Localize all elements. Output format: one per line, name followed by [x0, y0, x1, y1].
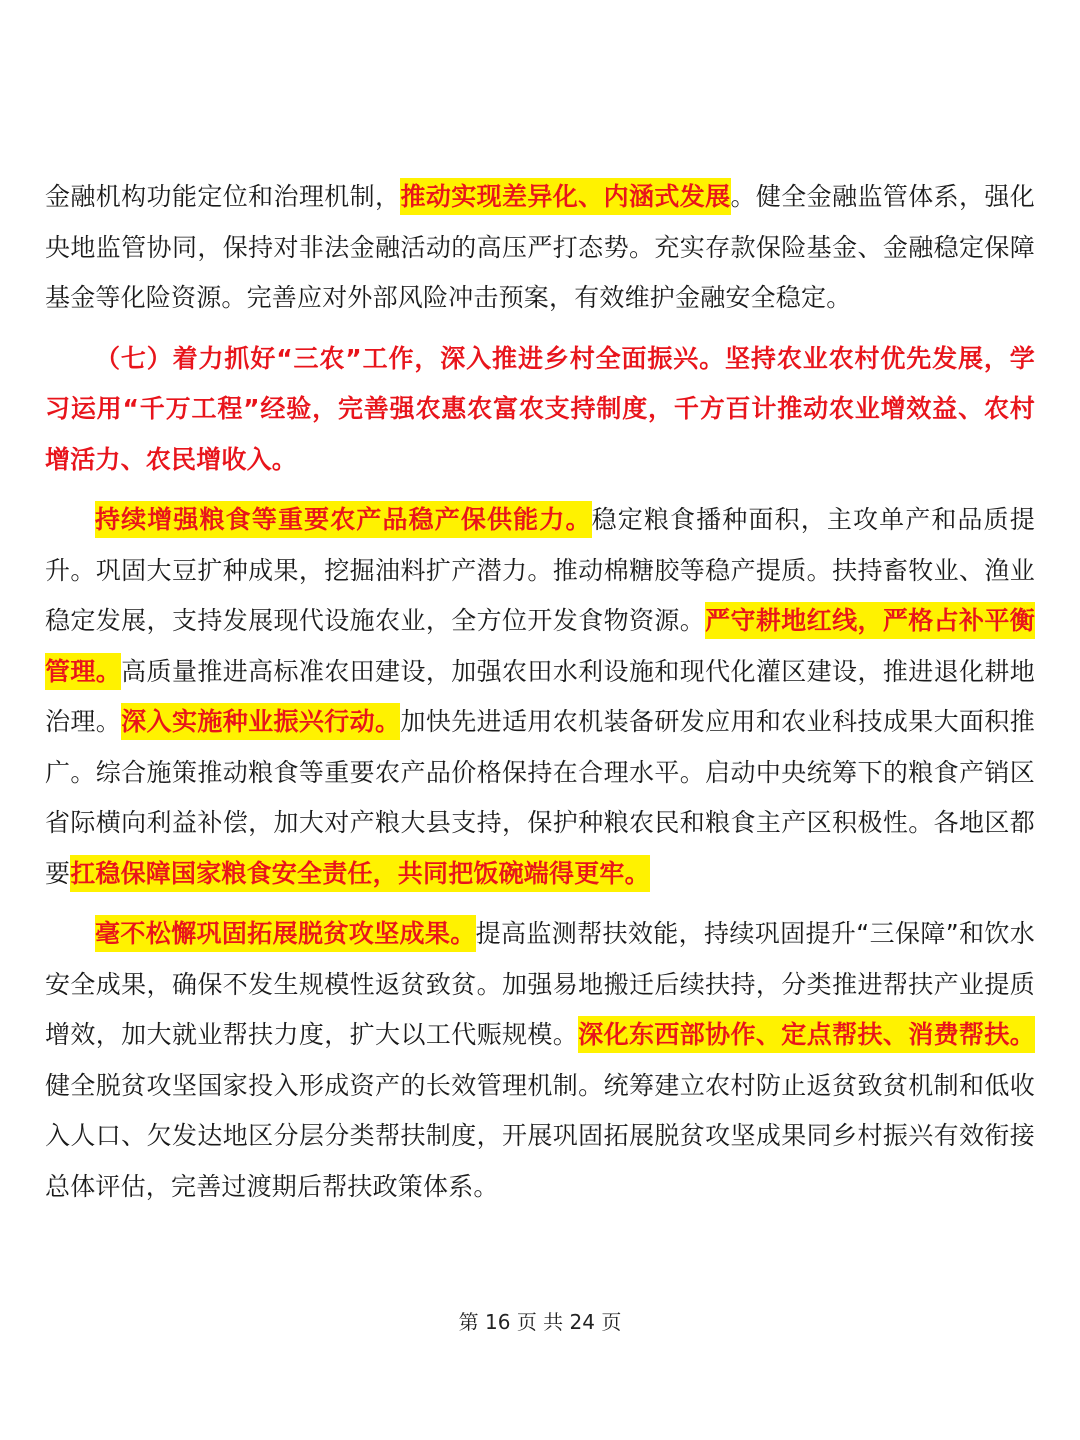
- heading-text: （七）着力抓好“三农”工作，深入推进乡村全面振兴。坚持农业农村优先发展，学习运用“千万工程”经验，完善强农惠农富农支持制度，千方百计推动农业增效益、农村增活力、农民增收入。: [45, 343, 1035, 474]
- paragraph-finance: [45, 172, 1035, 324]
- highlighted-phrase: 深入实施种业振兴行动。: [121, 703, 400, 740]
- text-segment: 金融机构功能定位和治理机制，: [45, 182, 401, 211]
- text-segment: 提高监测帮扶效能，持续巩固提升“三保障”和饮水安全成果，确保不发生规模性返贫致贫。加强易地搬迁后续扶持，分类推进帮扶产业提质增效，加大就业帮扶力度，扩大以工代赈规模。: [45, 919, 1035, 1049]
- page-number-footer: 第 16 页 共 24 页: [458, 1310, 622, 1334]
- text-segment: 健全脱贫攻坚国家投入形成资产的长效管理机制。统筹建立农村防止返贫致贫机制和低收入人口、欠发达地区分层分类帮扶制度，开展巩固拓展脱贫攻坚成果同乡村振兴有效衔接总体评估，完善过渡期后帮扶政策体系。: [45, 1070, 1035, 1201]
- highlighted-phrase: 扛稳保障国家粮食安全责任，共同把饭碗端得更牢。: [70, 855, 650, 892]
- document-page: [45, 172, 1035, 1212]
- highlighted-phrase: 毫不松懈巩固拓展脱贫攻坚成果。: [95, 915, 476, 952]
- paragraph-grain-security: [45, 495, 1035, 899]
- text-segment: 。健全金融监管体系，强化央地监管协同，保持对非法金融活动的高压严打态势。充实存款保险基金、金融稳定保障基金等化险资源。完善应对外部风险冲击预案，有效维护金融安全稳定。: [45, 182, 1035, 312]
- highlighted-phrase: 深化东西部协作、定点帮扶、消费帮扶。: [578, 1016, 1035, 1053]
- text-segment: 加快先进适用农机装备研发应用和农业科技成果大面积推广。综合施策推动粮食等重要农产品价格保持在合理水平。启动中央统筹下的粮食产销区省际横向利益补偿，加大对产粮大县支持，保护种粮农民和粮食主产区积极性。各地区都要: [45, 707, 1035, 888]
- highlighted-phrase: 严守耕地红线，严格占补平衡管理。: [45, 602, 1035, 690]
- section-heading-seven: [45, 334, 1035, 486]
- text-segment: 稳定粮食播种面积，主攻单产和品质提升。巩固大豆扩种成果，挖掘油料扩产潜力。推动棉糖胶等稳产提质。扶持畜牧业、渔业稳定发展，支持发展现代设施农业，全方位开发食物资源。: [45, 505, 1035, 635]
- text-segment: 高质量推进高标准农田建设，加强农田水利设施和现代化灌区建设，推进退化耕地治理。: [45, 656, 1035, 736]
- paragraph-poverty-alleviation: [45, 909, 1035, 1212]
- highlighted-phrase: 持续增强粮食等重要农产品稳产保供能力。: [95, 501, 592, 538]
- highlighted-phrase: 推动实现差异化、内涵式发展: [400, 178, 730, 215]
